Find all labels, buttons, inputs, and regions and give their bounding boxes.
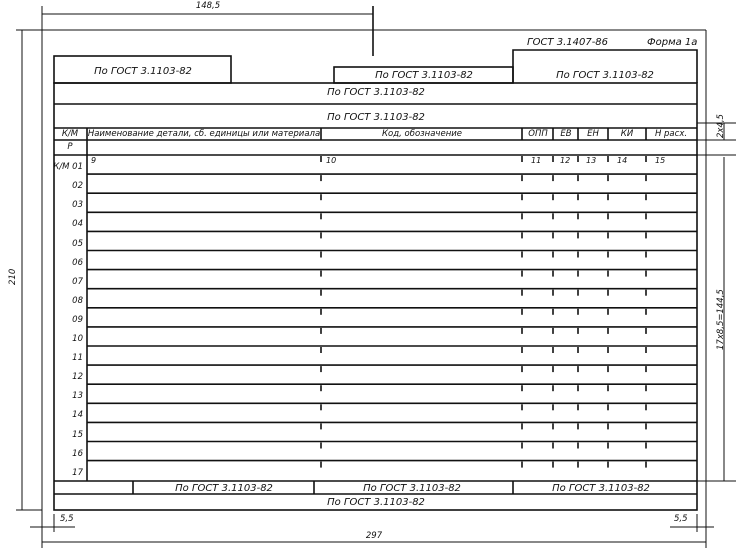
form-number-label: Форма 1а xyxy=(647,37,698,48)
bottom-ref-right: По ГОСТ 3.1103-82 xyxy=(552,483,650,494)
dim-left-margin: 5,5 xyxy=(60,514,74,524)
col-header-en: ЕН xyxy=(587,129,599,139)
row-number: 16 xyxy=(72,448,83,459)
col-number-9: 9 xyxy=(91,156,97,165)
dim-top-width: 148,5 xyxy=(195,1,221,11)
dim-body-rows: 17x8,5=144,5 xyxy=(716,289,726,350)
form-standard-label: ГОСТ 3.1407-86 xyxy=(527,37,609,48)
header-ref-row-1: По ГОСТ 3.1103-82 xyxy=(327,87,425,98)
row-number: 06 xyxy=(72,257,83,268)
stamp-ref-right: По ГОСТ 3.1103-82 xyxy=(556,70,654,81)
row-number: 17 xyxy=(72,467,83,478)
dim-total-width: 297 xyxy=(365,531,383,541)
col-number-12: 12 xyxy=(560,156,571,165)
stamp-ref-left: По ГОСТ 3.1103-82 xyxy=(94,66,192,77)
col-number-13: 13 xyxy=(586,156,597,165)
dim-right-margin: 5,5 xyxy=(674,514,688,524)
row-number: 07 xyxy=(72,276,83,287)
table-grid xyxy=(87,156,697,468)
row-number: 08 xyxy=(72,295,83,306)
row-number: 10 xyxy=(72,334,83,344)
col-number-14: 14 xyxy=(617,156,628,165)
col-header-ki: КИ xyxy=(620,129,634,139)
stamp-ref-middle: По ГОСТ 3.1103-82 xyxy=(375,70,473,81)
row-number: 13 xyxy=(72,391,83,402)
col-number-15: 15 xyxy=(655,156,666,165)
dim-height: 210 xyxy=(8,268,18,285)
col-header-nrash: Н расх. xyxy=(654,129,688,139)
row-number: 09 xyxy=(72,314,83,325)
row-number: 15 xyxy=(72,429,83,440)
col-header-code: Код, обозначение xyxy=(381,129,463,139)
row-number: 02 xyxy=(72,181,83,192)
row-number: 14 xyxy=(72,410,83,421)
row-number: 12 xyxy=(72,372,83,383)
row-p-label: Р xyxy=(67,142,73,152)
col-header-opp: ОПП xyxy=(528,129,548,139)
row-number: 04 xyxy=(72,219,83,230)
col-header-name: Наименование детали, сб. единицы или материала xyxy=(87,129,321,139)
col-number-10: 10 xyxy=(326,156,337,165)
bottom-ref-left: По ГОСТ 3.1103-82 xyxy=(175,483,273,494)
row-number: К/М 01 xyxy=(53,162,83,173)
bottom-ref-row: По ГОСТ 3.1103-82 xyxy=(327,497,425,508)
header-ref-row-2: По ГОСТ 3.1103-82 xyxy=(327,112,425,123)
col-number-11: 11 xyxy=(531,156,542,165)
col-header-ev: ЕВ xyxy=(560,129,572,139)
row-number: 11 xyxy=(72,353,83,364)
col-header-km: К/М xyxy=(61,129,79,139)
bottom-ref-middle: По ГОСТ 3.1103-82 xyxy=(363,483,461,494)
row-number: 05 xyxy=(72,238,83,249)
row-number: 03 xyxy=(72,200,83,211)
dim-header-rows: 2x4,5 xyxy=(716,114,726,138)
